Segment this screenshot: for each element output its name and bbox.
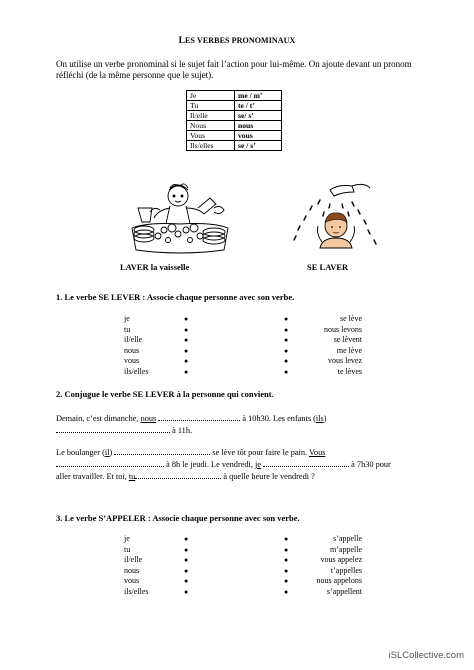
match-verb: vous appelez <box>320 555 362 565</box>
hint-vous: Vous <box>309 448 326 457</box>
subject-cell: Il/elle <box>187 111 235 121</box>
match-dot-left[interactable]: ● <box>184 336 189 345</box>
match-pronoun: je <box>124 534 130 543</box>
match-dot-left[interactable]: ● <box>184 315 189 323</box>
reflexive-pronoun-cell: te / t’ <box>235 101 282 111</box>
reflexive-pronoun-table <box>186 90 282 151</box>
match-verb: se lèvent <box>333 335 362 345</box>
subject-cell: Tu <box>187 101 235 111</box>
pronoun-table-row <box>187 141 282 151</box>
match-dot-right[interactable]: ● <box>284 545 289 554</box>
match-pronoun: tu <box>124 544 131 554</box>
subject-cell: Vous <box>187 131 235 141</box>
blank-ils[interactable] <box>56 424 170 433</box>
match-pronoun: ils/elles <box>124 587 149 596</box>
match-verb: me lève <box>336 345 362 355</box>
match-verb: s’appelle <box>333 534 362 543</box>
match-pronoun: vous <box>124 356 140 366</box>
match-dot-right[interactable]: ● <box>284 325 289 334</box>
exercise2-heading: 2. Conjugue le verbe SE LEVER à la personne qui convient. <box>56 389 274 399</box>
exercise2-paragraph1: Demain, c’est dimanche, nous à 10h30. Les enfants (ils) à 11h. <box>56 414 327 435</box>
match-dot-left[interactable]: ● <box>184 577 189 586</box>
match-verb: m’appelle <box>330 544 362 554</box>
match-verb: s’appellent <box>326 587 362 596</box>
match-dot-right[interactable]: ● <box>284 315 289 323</box>
footer-watermark: iSLCollective.com <box>388 650 464 661</box>
blank-tu[interactable] <box>135 470 221 479</box>
match-pronoun: je <box>124 314 130 323</box>
reflexive-pronoun-cell: me / m’ <box>235 91 282 101</box>
hint-tu: tu <box>128 472 136 481</box>
match-verb: se lève <box>340 314 362 323</box>
reflexive-pronoun-cell: nous <box>235 121 282 131</box>
caption-laver-vaisselle: LAVER la vaisselle <box>120 262 190 272</box>
match-pronoun: il/elle <box>124 335 143 345</box>
match-pronoun: il/elle <box>124 555 143 565</box>
match-verb: nous appelons <box>316 576 362 586</box>
match-dot-left[interactable]: ● <box>184 566 189 575</box>
blank-il[interactable] <box>114 446 210 455</box>
subject-cell: Nous <box>187 121 235 131</box>
washing-dishes-illustration <box>128 178 232 256</box>
match-pronoun: nous <box>124 345 140 355</box>
match-dot-left[interactable]: ● <box>184 535 189 543</box>
match-dot-right[interactable]: ● <box>284 577 289 586</box>
caption-se-laver: SE LAVER <box>307 262 349 272</box>
match-verb: t’appelles <box>330 565 362 575</box>
hint-ils: ils <box>315 414 324 423</box>
match-dot-left[interactable]: ● <box>184 588 189 596</box>
match-verb: te lèves <box>337 367 362 376</box>
match-dot-left[interactable]: ● <box>184 545 189 554</box>
match-dot-right[interactable]: ● <box>284 336 289 345</box>
reflexive-pronoun-cell: vous <box>235 131 282 141</box>
exercise2-paragraph2: Le boulanger (il) se lève tôt pour faire le pain. Vous à 8h le jeudi. Le vendredi, je à 7h30 pour aller travailler. Et toi, tu à quelle heure le vendredi ? <box>56 448 391 481</box>
subject-cell: Ils/elles <box>187 141 235 151</box>
match-pronoun: tu <box>124 324 131 334</box>
match-dot-left[interactable]: ● <box>184 368 189 376</box>
pronoun-table-row <box>187 91 282 101</box>
match-dot-right[interactable]: ● <box>284 368 289 376</box>
hint-nous: nous <box>140 414 157 423</box>
intro-paragraph: On utilise un verbe pronominal si le sujet fait l’action pour lui-même. On ajoute devant un pronom réfléchi (de la même personne que le sujet). <box>56 59 412 80</box>
match-dot-right[interactable]: ● <box>284 357 289 366</box>
match-verb: nous levons <box>324 324 362 334</box>
hint-il: il <box>104 448 110 457</box>
match-pronoun: nous <box>124 565 140 575</box>
page-title: LES VERBES PRONOMINAUX <box>178 36 296 46</box>
match-dot-left[interactable]: ● <box>184 357 189 366</box>
match-pronoun: ils/elles <box>124 367 149 376</box>
match-dot-right[interactable]: ● <box>284 556 289 565</box>
pronoun-table-row <box>187 101 282 111</box>
reflexive-pronoun-cell: se/ s’ <box>235 111 282 121</box>
exercise1-heading: 1. Le verbe SE LEVER : Associe chaque personne avec son verbe. <box>56 292 295 302</box>
exercise3-heading: 3. Le verbe S’APPELER : Associe chaque personne avec son verbe. <box>56 513 300 523</box>
match-dot-right[interactable]: ● <box>284 346 289 355</box>
match-dot-left[interactable]: ● <box>184 346 189 355</box>
hint-je: je <box>255 460 262 469</box>
blank-je[interactable] <box>263 458 349 467</box>
pronoun-table-row <box>187 111 282 121</box>
reflexive-pronoun-cell: se / s’ <box>235 141 282 151</box>
pronoun-table-row <box>187 121 282 131</box>
match-pronoun: vous <box>124 576 140 586</box>
blank-vous[interactable] <box>56 458 164 467</box>
match-dot-left[interactable]: ● <box>184 556 189 565</box>
shower-illustration <box>290 182 382 254</box>
match-dot-right[interactable]: ● <box>284 535 289 543</box>
match-dot-right[interactable]: ● <box>284 566 289 575</box>
match-dot-left[interactable]: ● <box>184 325 189 334</box>
match-dot-right[interactable]: ● <box>284 588 289 596</box>
pronoun-table-row <box>187 131 282 141</box>
blank-nous[interactable] <box>158 412 240 421</box>
match-verb: vous levez <box>328 356 362 366</box>
subject-cell: Je <box>187 91 235 101</box>
